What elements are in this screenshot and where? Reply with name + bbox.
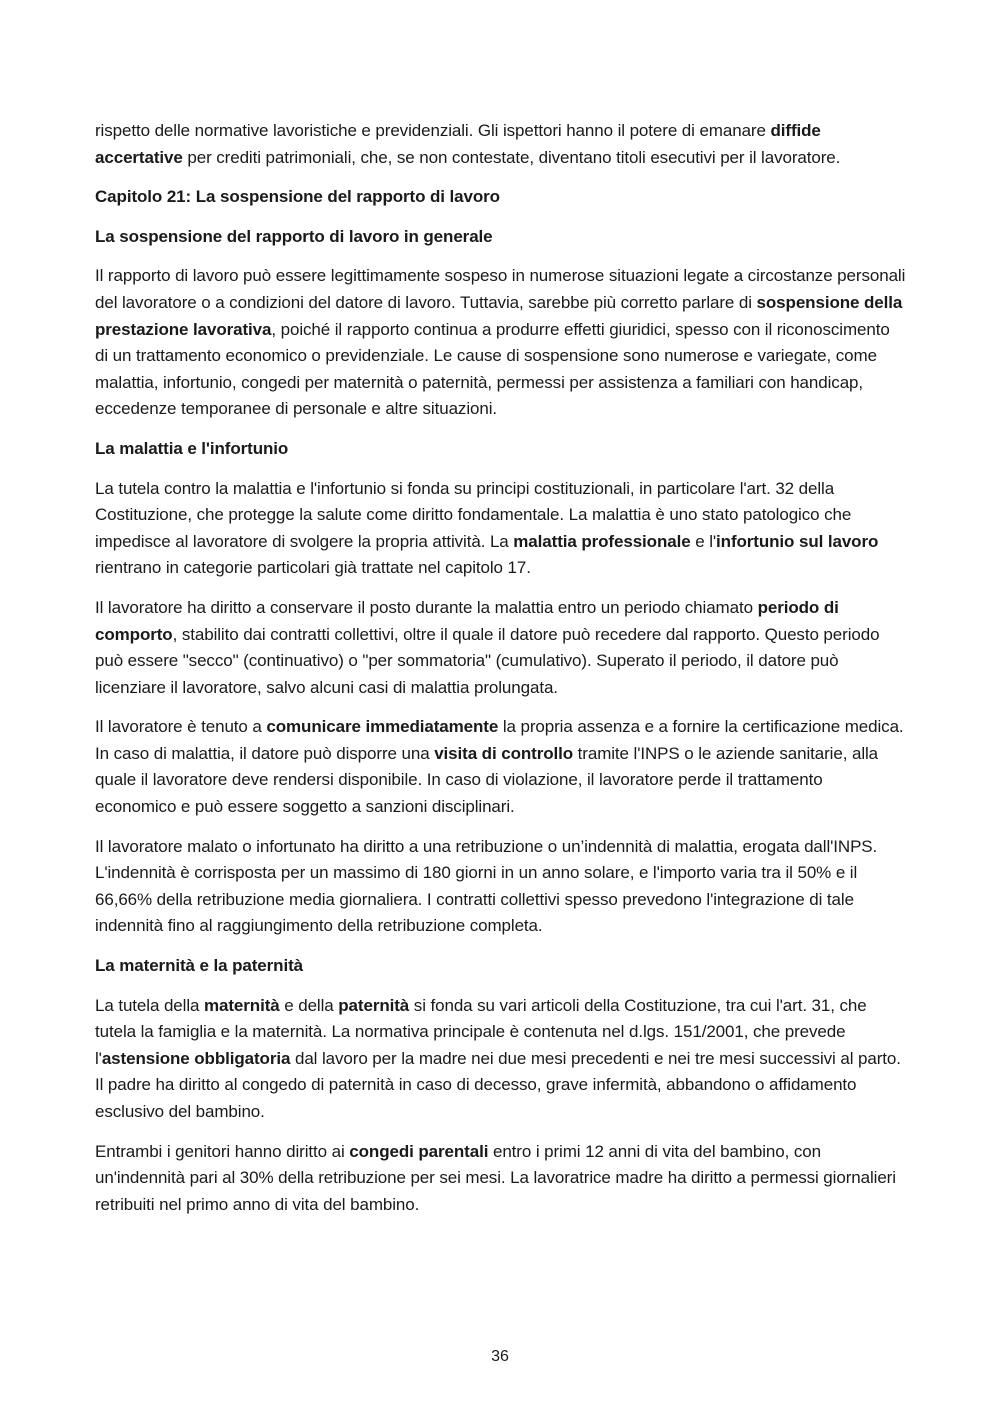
text-run: la propria assenza e a fornire la certificazione medica. In caso di malattia, il datore può disporre una	[95, 717, 904, 763]
bold-term: paternità	[338, 995, 410, 1015]
text-run: rientrano in categorie particolari già trattate nel capitolo 17.	[95, 558, 531, 578]
text-run: e l'	[690, 531, 717, 551]
section-heading	[95, 184, 907, 211]
paragraph	[95, 118, 907, 171]
bold-term: comunicare immediatamente	[266, 717, 499, 737]
section-heading	[95, 436, 907, 463]
text-run: si fonda su vari articoli della Costituzione, tra cui l'art. 31, che tutela la famiglia e la maternità. La normativa principale è contenuta nel d.lgs. 151/2001, che prevede l'	[95, 995, 867, 1068]
bold-term: infortunio sul lavoro	[716, 531, 879, 551]
paragraph	[95, 714, 907, 820]
section-heading	[95, 953, 907, 980]
text-run: La malattia e l'infortunio	[95, 438, 289, 458]
paragraph	[95, 476, 907, 582]
bold-term: maternità	[203, 995, 280, 1015]
text-run: La maternità e la paternità	[95, 956, 303, 976]
bold-term: diffide accertative	[95, 121, 821, 167]
document-body	[95, 118, 907, 1231]
text-run: per crediti patrimoniali, che, se non contestate, diventano titoli esecutivi per il lavoratore.	[182, 147, 841, 167]
paragraph	[95, 1139, 907, 1219]
paragraph	[95, 595, 907, 701]
bold-term: astensione obbligatoria	[101, 1048, 291, 1068]
text-run: Il lavoratore è tenuto a	[95, 717, 267, 737]
bold-term: sospensione della prestazione lavorativa	[95, 292, 903, 339]
text-run: Entrambi i genitori hanno diritto ai	[95, 1141, 350, 1161]
paragraph	[95, 993, 907, 1126]
bold-term: visita di controllo	[434, 743, 574, 763]
text-run: dal lavoro per la madre nei due mesi precedenti e nei tre mesi successivi al parto. Il padre ha diritto al congedo di paternità in caso di decesso, grave infermità, abbandono o affidamento esclusivo del bambino.	[95, 1048, 901, 1121]
text-run: , stabilito dai contratti collettivi, oltre il quale il datore può recedere dal rapporto. Questo periodo può essere "secco" (continuativo) o "per sommatoria" (cumulativo). Superato il periodo, il datore può licenziare il lavoratore, salvo alcuni casi di malattia prolungata.	[95, 624, 880, 697]
text-run: Il lavoratore ha diritto a conservare il posto durante la malattia entro un periodo chiamato	[95, 597, 758, 617]
section-heading	[95, 224, 907, 251]
page-number: 36	[491, 1348, 509, 1365]
bold-term: periodo di comporto	[95, 597, 839, 644]
text-run: rispetto delle normative lavoristiche e previdenziali. Gli ispettori hanno il potere di emanare	[95, 121, 771, 140]
bold-term: malattia professionale	[513, 531, 691, 551]
text-run: tramite l'INPS o le aziende sanitarie, alla quale il lavoratore deve rendersi disponibile. In caso di violazione, il lavoratore perde il trattamento economico e può essere soggetto a sanzioni disciplinari.	[95, 743, 879, 817]
text-run: La tutela della	[95, 995, 204, 1015]
text-run: entro i primi 12 anni di vita del bambino, con un'indennità pari al 30% della retribuzione per sei mesi. La lavoratrice madre ha diritto a permessi giornalieri retribuiti nel primo anno di vita del bambino.	[95, 1141, 896, 1214]
text-run: La tutela contro la malattia e l'infortunio si fonda su principi costituzionali, in particolare l'art. 32 della Costituzione, che protegge la salute come diritto fondamentale. La malattia è uno stato patologico che impedisce al lavoratore di svolgere la propria attività. La	[95, 478, 852, 551]
text-run: e della	[279, 995, 339, 1015]
text-run: La sospensione del rapporto di lavoro in generale	[95, 226, 493, 246]
text-run: , poiché il rapporto continua a produrre effetti giuridici, spesso con il riconoscimento di un trattamento economico o previdenziale. Le cause di sospensione sono numerose e variegate, come malattia, infortunio, congedi per maternità o paternità, permessi per assistenza a familiari con handicap, eccedenze temporanee di personale e altre situazioni.	[95, 319, 890, 419]
paragraph	[95, 834, 907, 940]
paragraph	[95, 263, 907, 423]
text-run: Capitolo 21: La sospensione del rapporto di lavoro	[95, 187, 500, 207]
bold-term: congedi parentali	[349, 1141, 489, 1161]
text-run: Il rapporto di lavoro può essere legittimamente sospeso in numerose situazioni legate a circostanze personali del lavoratore o a condizioni del datore di lavoro. Tuttavia, sarebbe più corretto parlare di	[95, 266, 906, 312]
text-run: Il lavoratore malato o infortunato ha diritto a una retribuzione o un’indennità di malattia, erogata dall'INPS. L'indennità è corrisposta per un massimo di 180 giorni in un anno solare, e l'importo varia tra il 50% e il 66,66% della retribuzione media giornaliera. I contratti collettivi spesso prevedono l'integrazione di tale indennità fino al raggiungimento della retribuzione completa.	[95, 836, 878, 936]
